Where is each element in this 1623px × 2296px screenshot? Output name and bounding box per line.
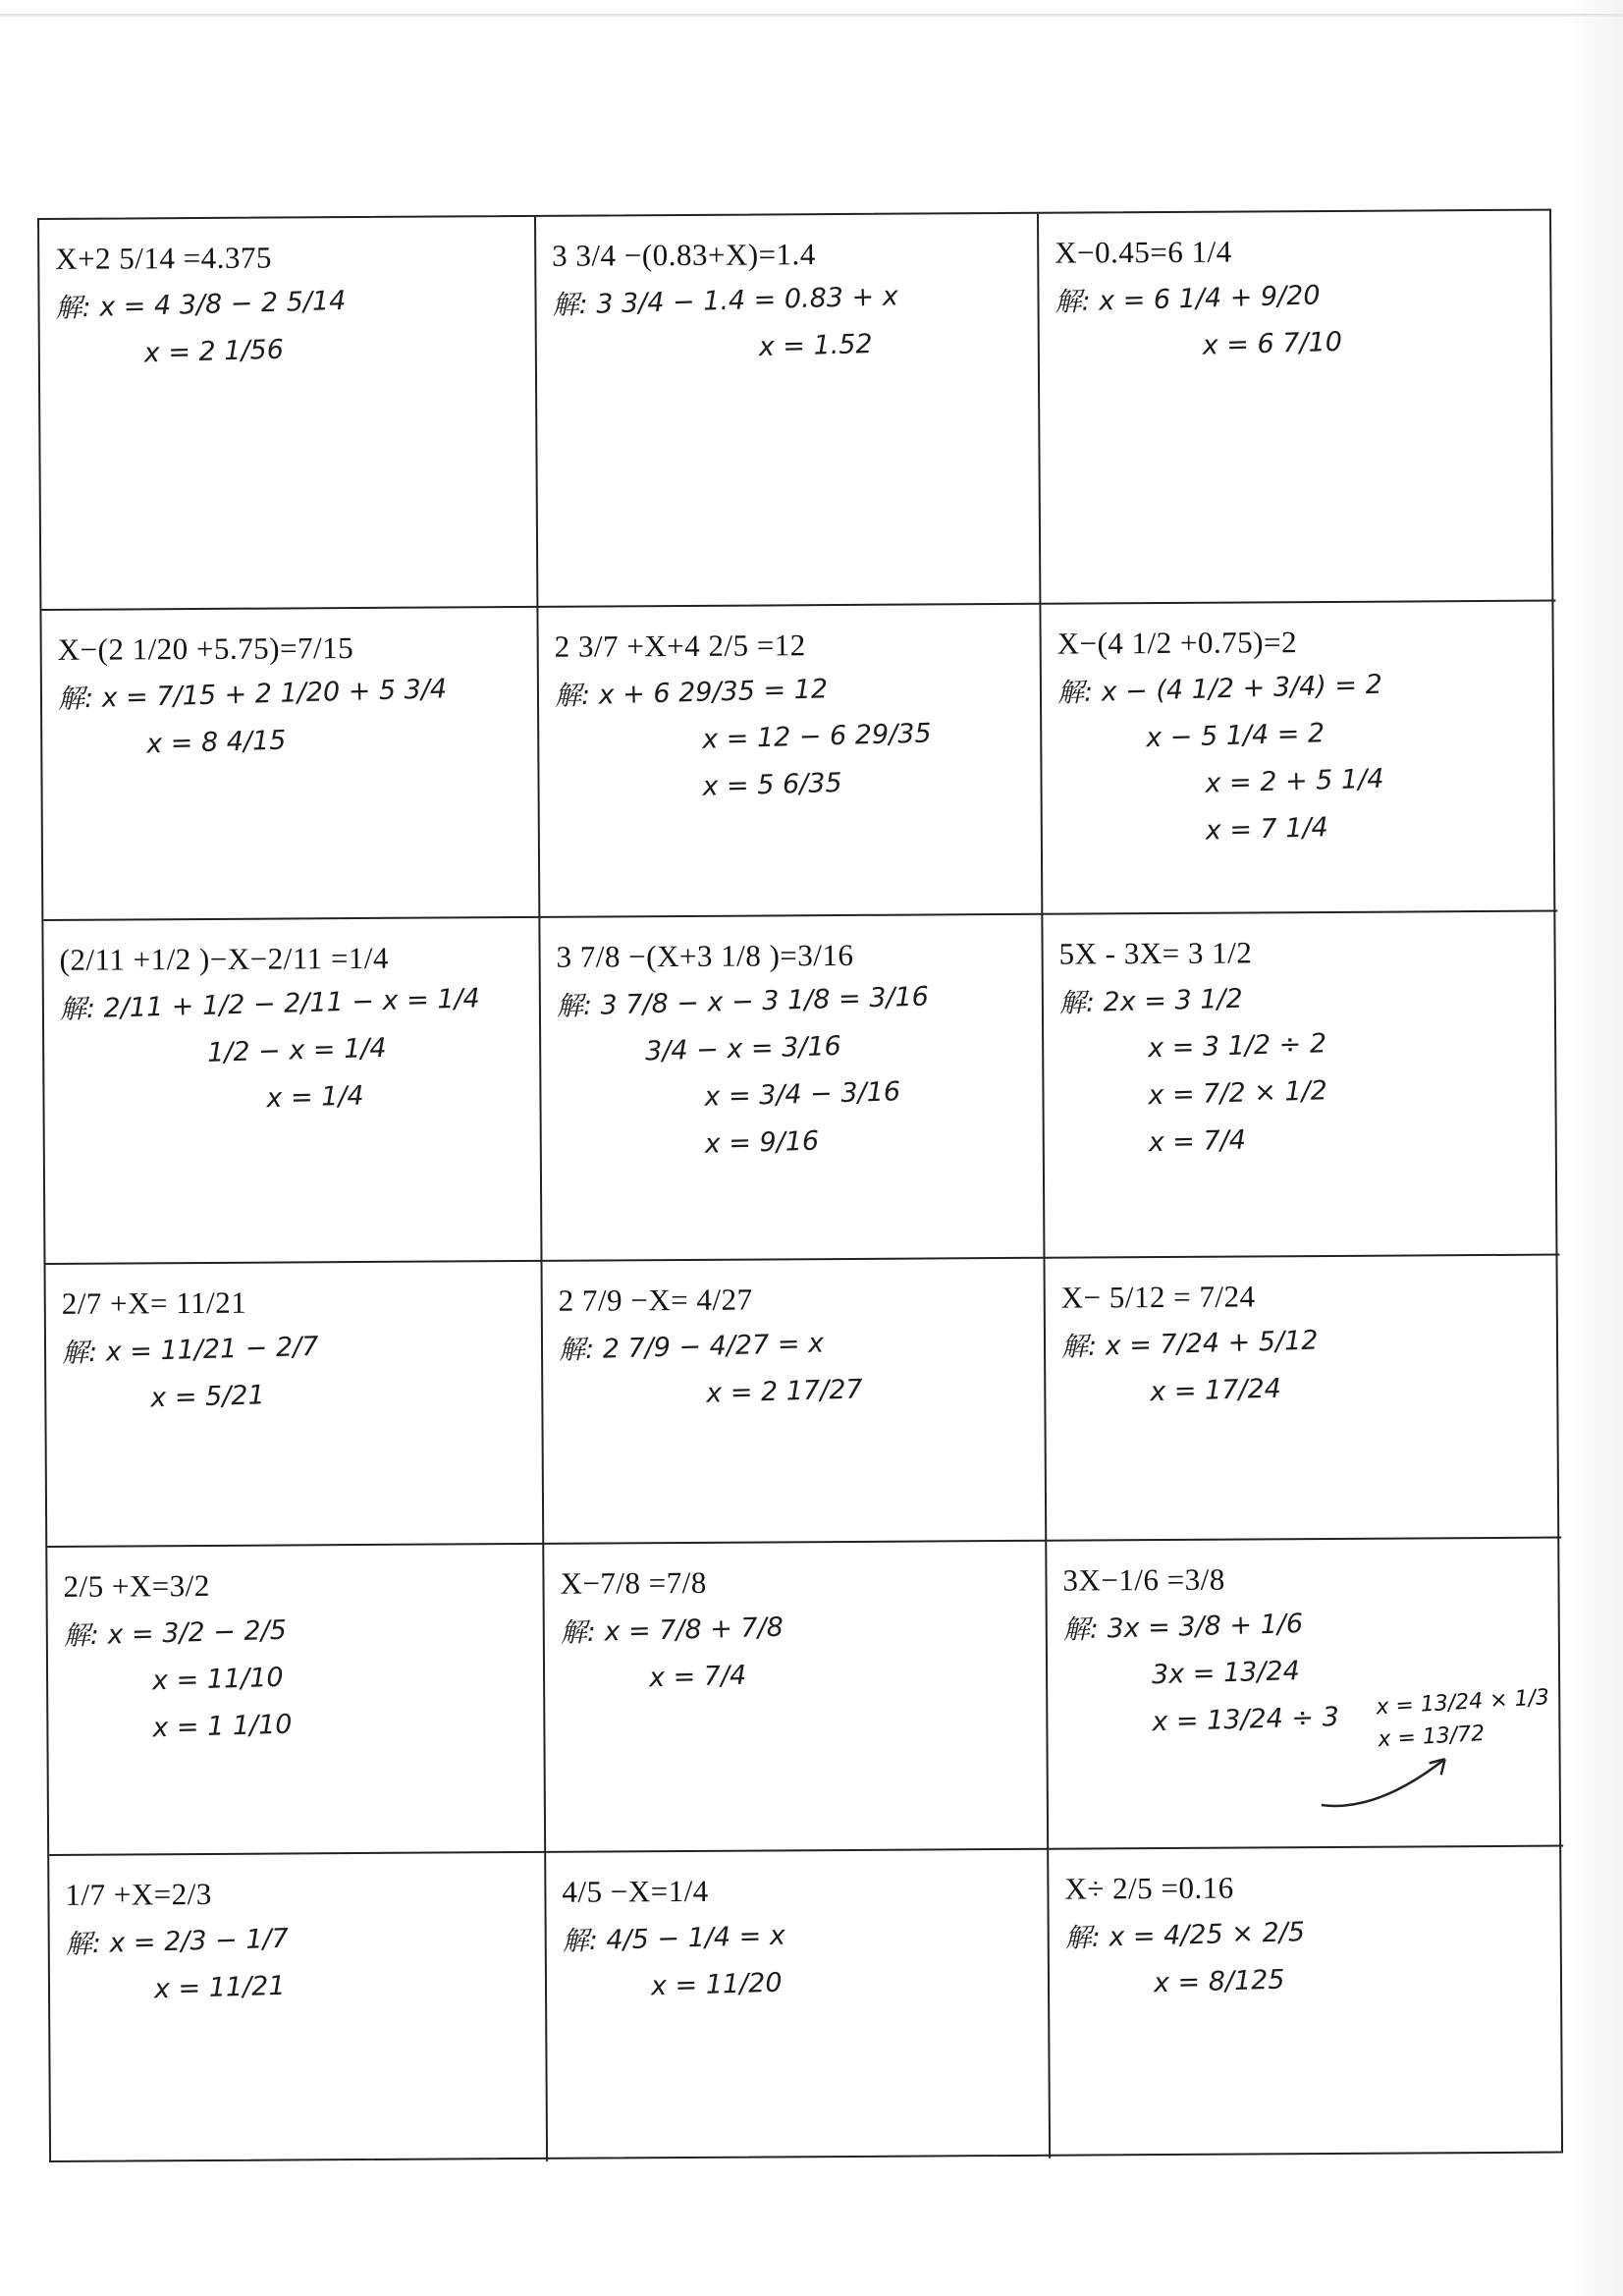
solution-step: 3/4 − x = 3/16: [644, 1031, 842, 1067]
equation-problem: X−(2 1/20 +5.75)=7/15: [57, 630, 354, 667]
solution-step: 解: x = 2/3 − 1/7: [65, 1924, 290, 1961]
solution-step: x = 5/21: [149, 1380, 266, 1414]
solution-step: x = 9/16: [704, 1125, 820, 1160]
solution-step: 解: 2x = 3 1/2: [1058, 983, 1244, 1019]
solution-step: 解: 4/5 − 1/4 = x: [562, 1920, 786, 1958]
equation-problem: X÷ 2/5 =0.16: [1064, 1870, 1234, 1906]
equation-cell: [544, 1542, 1049, 1853]
equation-problem: 2/7 +X= 11/21: [61, 1285, 247, 1321]
equation-problem: 2/5 +X=3/2: [63, 1567, 210, 1604]
scan-top-edge: [0, 14, 1623, 17]
equation-problem: X− 5/12 = 7/24: [1060, 1279, 1256, 1315]
solution-step: x = 1.52: [758, 329, 874, 363]
solution-step: x = 17/24: [1149, 1373, 1282, 1408]
equation-problem: (2/11 +1/2 )−X−2/11 =1/4: [59, 940, 390, 977]
equation-problem: 5X - 3X= 3 1/2: [1058, 935, 1253, 971]
handwritten-solution: [55, 286, 518, 372]
handwritten-solution: [57, 674, 521, 763]
handwritten-solution: [558, 1328, 1028, 1414]
handwritten-solution: [1059, 985, 1543, 1162]
handwritten-solution: [59, 983, 524, 1121]
equation-cell: [39, 217, 538, 611]
solution-step: 解: x = 3/2 − 2/5: [63, 1615, 288, 1653]
handwritten-solution: [61, 1332, 525, 1417]
equation-problem: 3 7/8 −(X+3 1/8 )=3/16: [556, 937, 854, 974]
equation-cell: [1045, 1256, 1561, 1542]
solution-step: x = 5 6/35: [702, 767, 843, 802]
solution-step: 3x = 13/24: [1151, 1656, 1301, 1691]
side-calculation-step: x = 13/72: [1378, 1721, 1487, 1753]
equation-problem: X+2 5/14 =4.375: [55, 240, 273, 276]
solution-step: x = 7/2 × 1/2: [1148, 1075, 1328, 1112]
solution-step: 解: x = 11/21 − 2/7: [61, 1332, 319, 1370]
solution-step: 解: x + 6 29/35 = 12: [554, 674, 829, 713]
handwritten-solution: [1056, 670, 1542, 851]
curved-arrow-icon: [1318, 1753, 1455, 1813]
solution-step: x = 2 17/27: [705, 1374, 863, 1409]
equation-cell: [538, 605, 1043, 918]
solution-step: x = 2 + 5 1/4: [1205, 763, 1384, 799]
handwritten-solution: [561, 1614, 1030, 1697]
equation-problem: 2 3/7 +X+4 2/5 =12: [554, 628, 806, 664]
solution-step: 解: 2/11 + 1/2 − 2/11 − x = 1/4: [59, 983, 481, 1026]
handwritten-solution: [1064, 1917, 1548, 2003]
solution-step: x = 8 4/15: [145, 725, 287, 760]
solution-step: x = 11/20: [650, 1967, 783, 2002]
equation-problem: 1/7 +X=2/3: [65, 1876, 212, 1912]
solution-step: x = 3/4 − 3/16: [704, 1076, 901, 1113]
solution-step: 解: x = 6 1/4 + 9/20: [1055, 280, 1321, 318]
solution-step: x = 8/125: [1153, 1964, 1285, 1999]
equation-cell: [41, 608, 540, 921]
solution-step: x = 1/4: [266, 1080, 365, 1114]
equation-problem: 3 3/4 −(0.83+X)=1.4: [552, 237, 816, 273]
equation-cell: [1047, 1539, 1563, 1850]
equation-cell: [1049, 1847, 1565, 2159]
equation-cell: [536, 214, 1041, 608]
solution-step: x = 7 1/4: [1205, 811, 1329, 847]
solution-step: 解: x = 7/8 + 7/8: [560, 1612, 784, 1650]
equation-cell: [49, 1853, 548, 2164]
side-calculation: [1376, 1681, 1552, 1756]
handwritten-solution: [562, 1920, 1032, 2005]
equation-worksheet-grid: [37, 209, 1563, 2162]
solution-step: x = 1 1/10: [151, 1709, 293, 1744]
solution-step: 解: x = 7/24 + 5/12: [1060, 1325, 1319, 1363]
solution-step: x = 2 1/56: [143, 334, 285, 369]
solution-step: 解: x = 4/25 × 2/5: [1064, 1917, 1306, 1954]
equation-problem: X−(4 1/2 +0.75)=2: [1056, 625, 1298, 661]
equation-cell: [47, 1545, 546, 1856]
solution-step: x = 11/21: [153, 1970, 286, 2005]
solution-step: 解: x − (4 1/2 + 3/4) = 2: [1056, 670, 1383, 709]
solution-step: 解: x = 7/15 + 2 1/20 + 5 3/4: [57, 674, 448, 716]
handwritten-solution: [556, 981, 1027, 1165]
equation-cell: [1043, 912, 1559, 1259]
equation-cell: [1039, 211, 1555, 605]
equation-problem: X−7/8 =7/8: [560, 1564, 707, 1601]
solution-step: x = 11/10: [151, 1662, 285, 1697]
handwritten-solution: [554, 674, 1025, 807]
equation-cell: [43, 918, 542, 1265]
side-calculation-step: x = 13/24 × 1/3: [1376, 1685, 1550, 1721]
solution-step: x = 12 − 6 29/35: [701, 718, 933, 755]
handwritten-solution: [1060, 1325, 1544, 1412]
solution-step: x = 7/4: [1148, 1124, 1247, 1158]
equation-cell: [540, 915, 1045, 1262]
solution-step: 解: 3 7/8 − x − 3 1/8 = 3/16: [556, 981, 930, 1023]
solution-step: 解: x = 4 3/8 − 2 5/14: [55, 286, 347, 325]
solution-step: x = 13/24 ÷ 3: [1151, 1701, 1340, 1737]
equation-problem: 3X−1/6 =3/8: [1062, 1561, 1225, 1598]
scan-right-shadow: [1564, 0, 1623, 2296]
solution-step: 解: 2 7/9 − 4/27 = x: [558, 1328, 825, 1367]
handwritten-solution: [66, 1926, 529, 2008]
equation-problem: 4/5 −X=1/4: [562, 1873, 709, 1909]
solution-step: 1/2 − x = 1/4: [206, 1032, 387, 1068]
equation-cell: [46, 1262, 545, 1548]
solution-step: x = 7/4: [648, 1660, 747, 1694]
solution-step: x = 3 1/2 ÷ 2: [1147, 1028, 1327, 1065]
solution-step: 解: 3 3/4 − 1.4 = 0.83 + x: [552, 281, 899, 322]
handwritten-solution: [64, 1617, 528, 1747]
solution-step: x = 6 7/10: [1202, 326, 1343, 361]
handwritten-solution: [552, 281, 1021, 369]
equation-cell: [1041, 602, 1557, 915]
equation-cell: [543, 1259, 1048, 1545]
solution-step: 解: 3x = 3/8 + 1/6: [1062, 1609, 1304, 1646]
equation-cell: [546, 1850, 1051, 2161]
equation-problem: X−0.45=6 1/4: [1055, 234, 1232, 270]
solution-step: x − 5 1/4 = 2: [1145, 718, 1325, 754]
handwritten-solution: [1055, 280, 1538, 367]
equation-problem: 2 7/9 −X= 4/27: [558, 1282, 753, 1318]
